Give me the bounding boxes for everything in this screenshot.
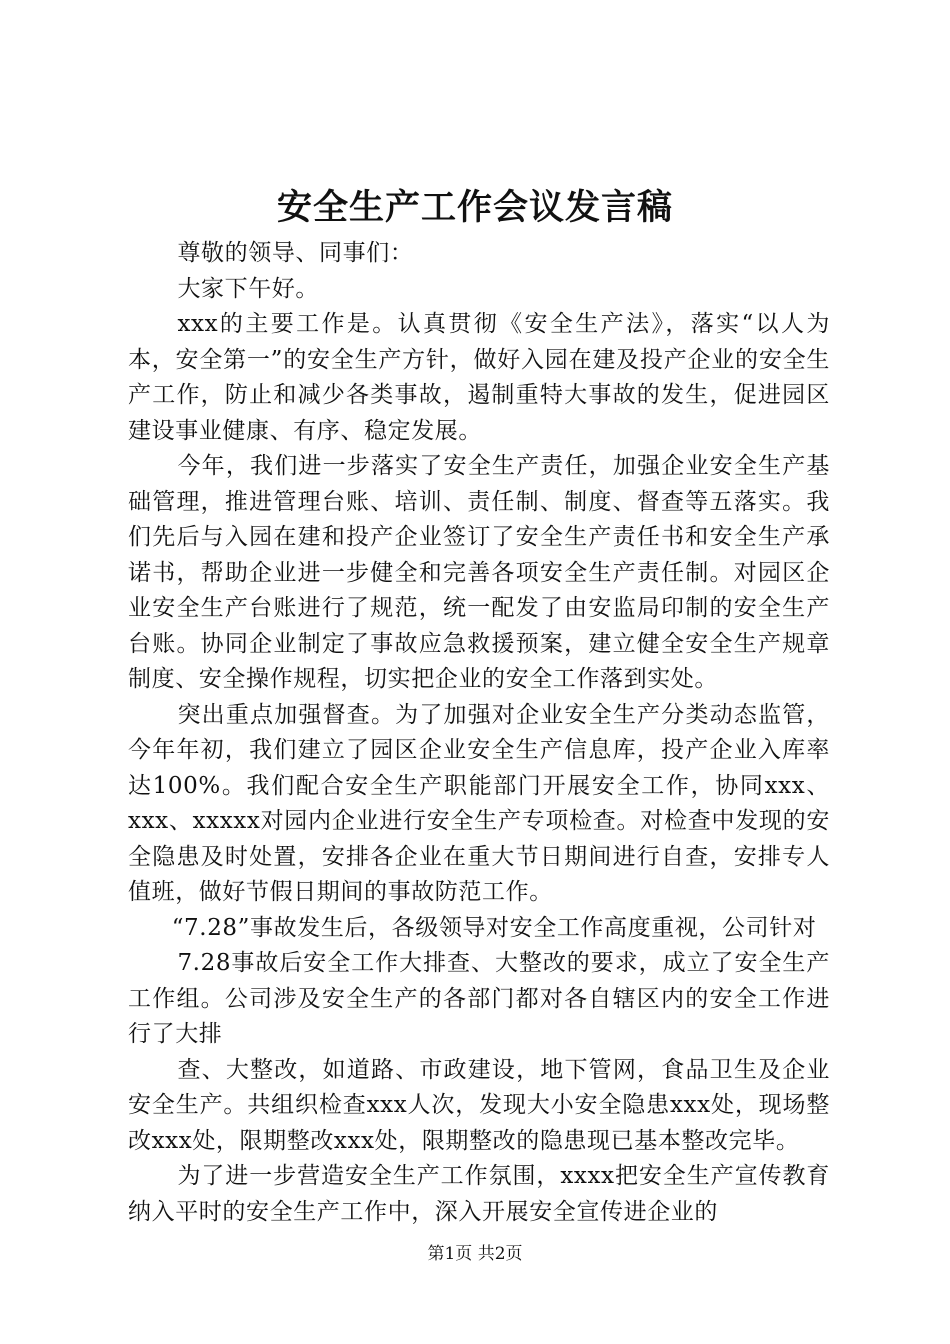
paragraph-salutation: 大家下午好。 xyxy=(177,275,320,302)
document-title: 安全生产工作会议发言稿 xyxy=(276,187,673,228)
paragraph-accident: “7.28”事故发生后，各级领导对安全工作高度重视，公司针对 xyxy=(171,914,817,941)
paragraph-inspection-results: 查、大整改，如道路、市政建设，地下管网，食品卫生及企业安全生产。共组织检查xxx人次，发现大小安全隐患xxx处，现场整改xxx处，限期整改xxx处，限期整改的隐患现已基本整改完毕。 xyxy=(128,1056,830,1154)
document-body xyxy=(128,236,830,1230)
paragraph-rectification: 7.28事故后安全工作大排查、大整改的要求，成立了安全生产工作组。公司涉及安全生产的各部门都对各自辖区内的安全工作进行了大排 xyxy=(128,950,830,1047)
page-number-footer: 第1页 共2页 xyxy=(427,1244,523,1264)
paragraph-greeting: 尊敬的领导、同事们： xyxy=(177,240,414,266)
paragraph-this-year: 今年，我们进一步落实了安全生产责任，加强企业安全生产基础管理，推进管理台账、培训、责任制、制度、督查等五落实。我们先后与入园在建和投产企业签订了安全生产责任书和安全生产承诺书，帮助企业进一步健全和完善各项安全生产责任制。对园区企业安全生产台账进行了规范，统一配发了由安监局印制的安全生产台账。协同企业制定了事故应急救援预案，建立健全安全生产规章制度、安全操作规程，切实把企业的安全工作落到实处。 xyxy=(128,453,830,692)
paragraph-inspection: 突出重点加强督查。为了加强对企业安全生产分类动态监管，今年年初，我们建立了园区企业安全生产信息库，投产企业入库率达100%。我们配合安全生产职能部门开展安全工作，协同xxx、xxx、xxxxx对园内企业进行安全生产专项检查。对检查中发现的安全隐患及时处置，安排各企业在重大节日期间进行自查，安排专人值班，做好节假日期间的事故防范工作。 xyxy=(128,701,830,905)
paragraph-main-work: xxx的主要工作是。认真贯彻《安全生产法》，落实“以人为本，安全第一”的安全生产方针，做好入园在建及投产企业的安全生产工作，防止和减少各类事故，遏制重特大事故的发生，促进园区建设事业健康、有序、稳定发展。 xyxy=(128,311,830,444)
paragraph-publicity: 为了进一步营造安全生产工作氛围，xxxx把安全生产宣传教育纳入平时的安全生产工作中，深入开展安全宣传进企业的 xyxy=(128,1163,830,1225)
